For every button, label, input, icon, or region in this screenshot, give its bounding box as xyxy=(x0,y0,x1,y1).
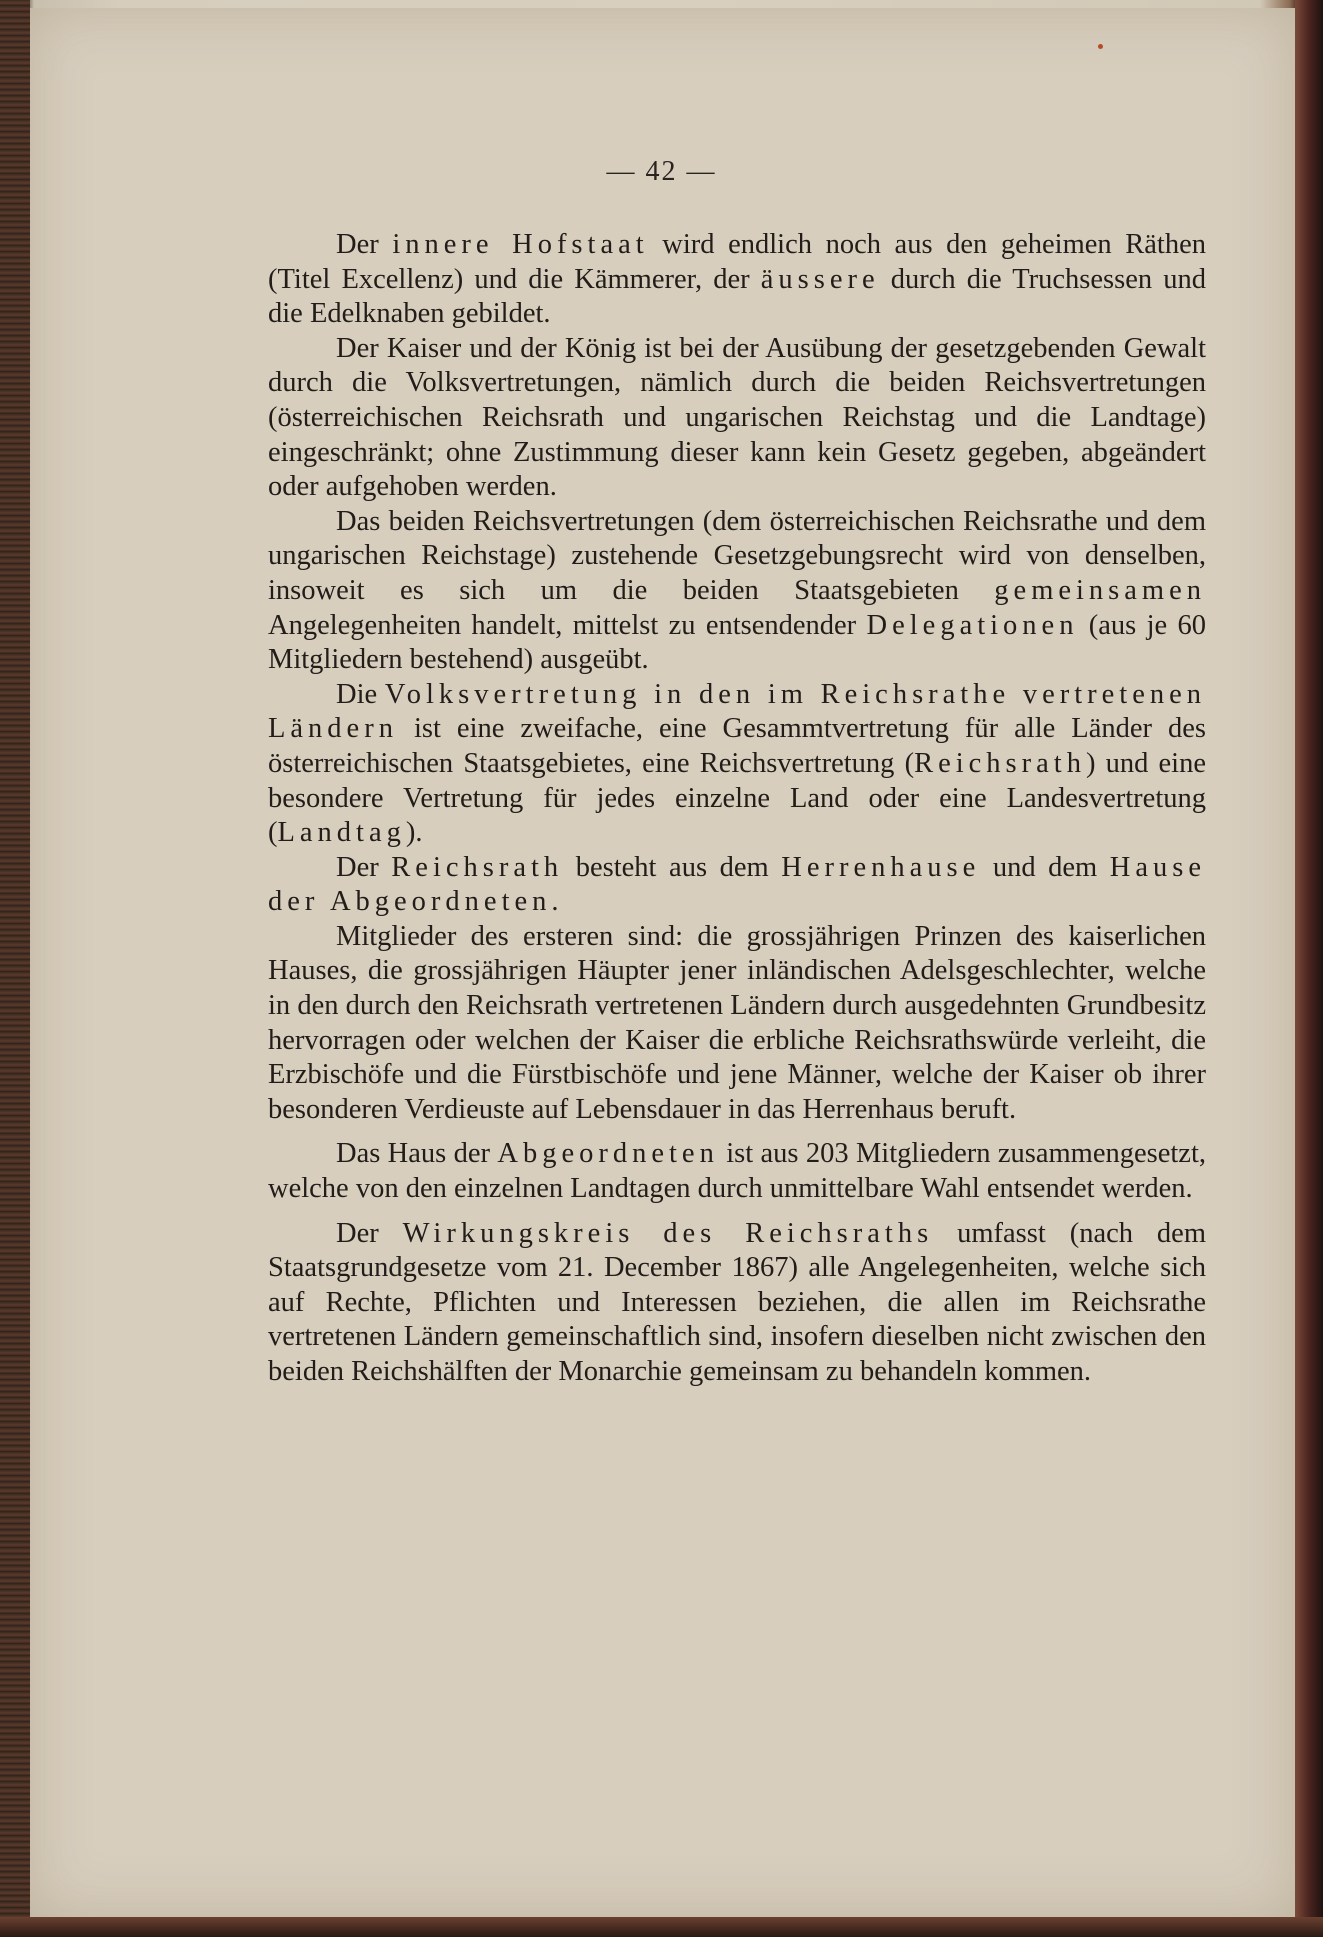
text-run: ). xyxy=(405,817,423,849)
emphasized-text: Delegationen xyxy=(866,609,1079,641)
paragraph-p8 xyxy=(268,1217,1206,1390)
paragraph-p4 xyxy=(268,678,1206,851)
text-run: und dem xyxy=(980,851,1110,883)
emphasized-text: gemeinsamen xyxy=(994,574,1206,606)
emphasized-text: äussere xyxy=(760,263,880,295)
ink-spot xyxy=(1098,44,1103,49)
text-run: wird endlich noch aus den geheimen Räthen (Titel Excellenz) und die Kämmerer, der xyxy=(268,229,1206,295)
text-run: Der xyxy=(336,229,393,260)
text-run: Angelegenheiten handelt, mittelst zu entsendender xyxy=(268,609,867,641)
text-run: umfasst (nach dem Staatsgrundgesetze vom 21. December 1867) alle Angelegenheiten, welche sich auf Rechte, Pflichten und Interessen beziehen, die allen im Reichsrathe vertretenen Ländern gemeinschaftlich sind, insofern dieselben nicht zwischen den beiden Reichshälften der Monarchie gemeinsam zu behandeln kommen. xyxy=(268,1217,1206,1387)
paragraph-p7 xyxy=(268,1137,1206,1206)
text-run: Das beiden Reichsvertretungen (dem österreichischen Reichsrathe und dem ungarischen Reichstage) zustehende Gesetzgebungsrecht wird von denselben, insoweit es sich um die beiden Staatsgebieten xyxy=(268,505,1206,606)
emphasized-text: Hause der Abgeordneten xyxy=(268,851,1206,918)
text-run: Die xyxy=(336,678,385,710)
text-run: Mitglieder des ersteren sind: die grossjährigen Prinzen des kaiserlichen Hauses, die grossjährigen Häupter jener inländischen Adelsgeschlechter, welche in den durch den Reichsrath vertretenen Ländern durch ausgedehnten Grundbesitz hervorragen oder welchen der Kaiser die erbliche Reichsrathswürde verleiht, die Erzbischöfe und die Fürstbischöfe und jene Männer, welche der Kaiser ob ihrer besonderen Verdieuste auf Lebensdauer in das Herrenhaus beruft. xyxy=(268,920,1206,1125)
text-run: Der xyxy=(336,1217,403,1249)
paragraph-p2 xyxy=(268,332,1206,505)
book-binding-left-edge xyxy=(0,0,30,1937)
emphasized-text: Landtag xyxy=(277,817,406,849)
text-run: Das Haus der xyxy=(336,1138,498,1170)
text-run: . xyxy=(551,886,559,918)
emphasized-text: Wirkungskreis des Reichsraths xyxy=(402,1217,934,1249)
page-number: — 42 — xyxy=(606,156,717,187)
paragraph-p1 xyxy=(268,228,1206,332)
emphasized-text: Abgeordneten xyxy=(497,1138,719,1170)
text-run: Der Kaiser und der König ist bei der Ausübung der gesetzgebenden Gewalt durch die Volksvertretungen, nämlich durch die beiden Reichsvertretungen (österreichischen Reichsrath und ungarischen Reichstag und die Landtage) eingeschränkt; ohne Zustimmung dieser kann kein Gesetz gegeben, abgeändert oder aufgehoben werden. xyxy=(268,332,1206,503)
emphasized-text: Reichsrath xyxy=(914,747,1086,779)
paragraph-p5 xyxy=(268,851,1206,920)
text-run: ) und eine besondere Vertretung für jedes einzelne Land oder eine Landesvertretung ( xyxy=(268,747,1206,849)
text-run: ist aus 203 Mitgliedern zusammengesetzt, welche von den einzelnen Landtagen durch unmittelbare Wahl entsendet werden. xyxy=(268,1138,1206,1205)
emphasized-text: innere Hofstaat xyxy=(392,229,649,260)
paragraph-p3 xyxy=(268,505,1206,678)
text-run: Der xyxy=(336,851,392,883)
text-run: besteht aus dem xyxy=(563,851,782,883)
text-run: durch die Truchsessen und die Edelknaben gebildet. xyxy=(268,263,1206,330)
emphasized-text: Herrenhause xyxy=(781,851,981,883)
text-run: (aus je 60 Mitgliedern bestehend) ausgeübt. xyxy=(268,609,1206,676)
book-cover-right-edge xyxy=(1295,0,1323,1937)
book-cover-bottom-edge xyxy=(0,1917,1323,1937)
text-run: ist eine zweifache, eine Gesammtvertretung für alle Länder des österreichischen Staatsgebietes, eine Reichsvertretung ( xyxy=(268,713,1206,779)
body-text xyxy=(268,228,1206,1390)
emphasized-text: Volksvertretung in den im Reichsrathe vertretenen Ländern xyxy=(268,678,1206,745)
paragraph-p6 xyxy=(268,920,1206,1128)
emphasized-text: Reichsrath xyxy=(391,851,564,883)
